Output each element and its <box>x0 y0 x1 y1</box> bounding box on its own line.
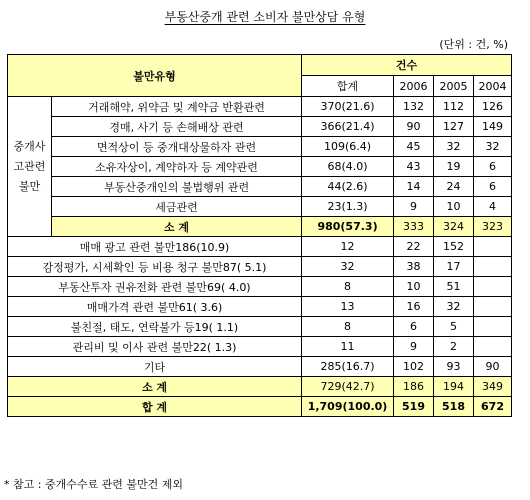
row-label: 소유자상이, 계약하자 등 계약관련 <box>52 157 302 177</box>
table-row <box>8 157 512 177</box>
row-2006: 132 <box>394 97 434 117</box>
row-value-3: 32 <box>434 297 474 317</box>
row-total: 366(21.4) <box>302 117 394 137</box>
row-empty <box>474 237 512 257</box>
row-value-2: 10 <box>394 277 434 297</box>
page-title <box>0 8 530 25</box>
subtotal-total: 980(57.3) <box>302 217 394 237</box>
row-2004: 4 <box>474 197 512 217</box>
row-value-1: 12 <box>302 237 394 257</box>
grand-total-total: 1,709(100.0) <box>302 397 394 417</box>
table-row <box>8 297 512 317</box>
subtotal-row <box>8 217 512 237</box>
row-2006: 14 <box>394 177 434 197</box>
row-empty <box>474 277 512 297</box>
table-row <box>8 317 512 337</box>
table-row <box>8 337 512 357</box>
row-2005: 19 <box>434 157 474 177</box>
row-2004: 6 <box>474 177 512 197</box>
row-2005: 32 <box>434 137 474 157</box>
header-count: 건수 <box>302 55 512 76</box>
row-2006: 9 <box>394 197 434 217</box>
row-label: 매매 광고 관련 불만186(10.9) <box>8 237 302 257</box>
row-value-2: 16 <box>394 297 434 317</box>
row-label: 매매가격 관련 불만61( 3.6) <box>8 297 302 317</box>
row-value-3: 17 <box>434 257 474 277</box>
row-empty <box>474 337 512 357</box>
grand-total-label: 합 계 <box>8 397 302 417</box>
subtotal-2004: 349 <box>474 377 512 397</box>
row-label: 감정평가, 시세확인 등 비용 청구 불만87( 5.1) <box>8 257 302 277</box>
table-row <box>8 137 512 157</box>
row-value-2: 38 <box>394 257 434 277</box>
row-total: 44(2.6) <box>302 177 394 197</box>
row-2006: 43 <box>394 157 434 177</box>
row-label: 부동산투자 권유전화 관련 불만69( 4.0) <box>8 277 302 297</box>
row-label: 경매, 사기 등 손해배상 관련 <box>52 117 302 137</box>
row-2004: 6 <box>474 157 512 177</box>
row-value-3: 2 <box>434 337 474 357</box>
row-value-2: 6 <box>394 317 434 337</box>
row-value-3: 51 <box>434 277 474 297</box>
unit-label: (단위 : 건, %) <box>439 38 508 51</box>
row-2005: 10 <box>434 197 474 217</box>
row-2004: 32 <box>474 137 512 157</box>
table-row <box>8 357 512 377</box>
row-label: 관리비 및 이사 관련 불만22( 1.3) <box>8 337 302 357</box>
subtotal-row <box>8 377 512 397</box>
row-empty <box>474 297 512 317</box>
row-value-3: 5 <box>434 317 474 337</box>
etc-2005: 93 <box>434 357 474 377</box>
subtotal-total: 729(42.7) <box>302 377 394 397</box>
subtotal-2005: 194 <box>434 377 474 397</box>
table-row <box>8 97 512 117</box>
row-total: 68(4.0) <box>302 157 394 177</box>
row-2005: 24 <box>434 177 474 197</box>
row-label: 세금관련 <box>52 197 302 217</box>
table-row <box>8 237 512 257</box>
subtotal-label: 소 계 <box>52 217 302 237</box>
row-total: 23(1.3) <box>302 197 394 217</box>
header-total: 합계 <box>302 76 394 97</box>
row-label: 부동산중개인의 불법행위 관련 <box>52 177 302 197</box>
subtotal-2004: 323 <box>474 217 512 237</box>
footnote: * 참고 : 중개수수료 관련 불만건 제외 <box>4 478 183 491</box>
etc-total: 285(16.7) <box>302 357 394 377</box>
group-label: 중개사고관련불만 <box>8 97 52 237</box>
table-row <box>8 117 512 137</box>
subtotal-2006: 333 <box>394 217 434 237</box>
grand-total-2005: 518 <box>434 397 474 417</box>
row-value-1: 8 <box>302 277 394 297</box>
grand-total-row <box>8 397 512 417</box>
grand-total-2006: 519 <box>394 397 434 417</box>
row-2006: 45 <box>394 137 434 157</box>
row-2005: 127 <box>434 117 474 137</box>
title-text: 부동산중개 관련 소비자 불만상담 유형 <box>164 10 366 24</box>
row-2005: 112 <box>434 97 474 117</box>
subtotal-2005: 324 <box>434 217 474 237</box>
etc-2004: 90 <box>474 357 512 377</box>
row-label: 거래해약, 위약금 및 계약금 반환관련 <box>52 97 302 117</box>
header-year-2005: 2005 <box>434 76 474 97</box>
row-empty <box>474 257 512 277</box>
row-2004: 149 <box>474 117 512 137</box>
table-row <box>8 177 512 197</box>
row-2006: 90 <box>394 117 434 137</box>
row-value-1: 11 <box>302 337 394 357</box>
subtotal-2006: 186 <box>394 377 434 397</box>
row-empty <box>474 317 512 337</box>
complaint-table <box>7 54 512 417</box>
row-value-1: 13 <box>302 297 394 317</box>
row-total: 370(21.6) <box>302 97 394 117</box>
table-row <box>8 277 512 297</box>
row-label: 불친절, 태도, 연락불가 등19( 1.1) <box>8 317 302 337</box>
row-value-2: 9 <box>394 337 434 357</box>
etc-2006: 102 <box>394 357 434 377</box>
table-row <box>8 257 512 277</box>
etc-label: 기타 <box>8 357 302 377</box>
subtotal-label: 소 계 <box>8 377 302 397</box>
header-year-2004: 2004 <box>474 76 512 97</box>
row-2004: 126 <box>474 97 512 117</box>
row-value-1: 32 <box>302 257 394 277</box>
row-total: 109(6.4) <box>302 137 394 157</box>
grand-total-2004: 672 <box>474 397 512 417</box>
row-label: 면적상이 등 중개대상물하자 관련 <box>52 137 302 157</box>
row-value-1: 8 <box>302 317 394 337</box>
row-value-3: 152 <box>434 237 474 257</box>
table-row <box>8 197 512 217</box>
header-type: 불만유형 <box>8 55 302 97</box>
header-year-2006: 2006 <box>394 76 434 97</box>
row-value-2: 22 <box>394 237 434 257</box>
